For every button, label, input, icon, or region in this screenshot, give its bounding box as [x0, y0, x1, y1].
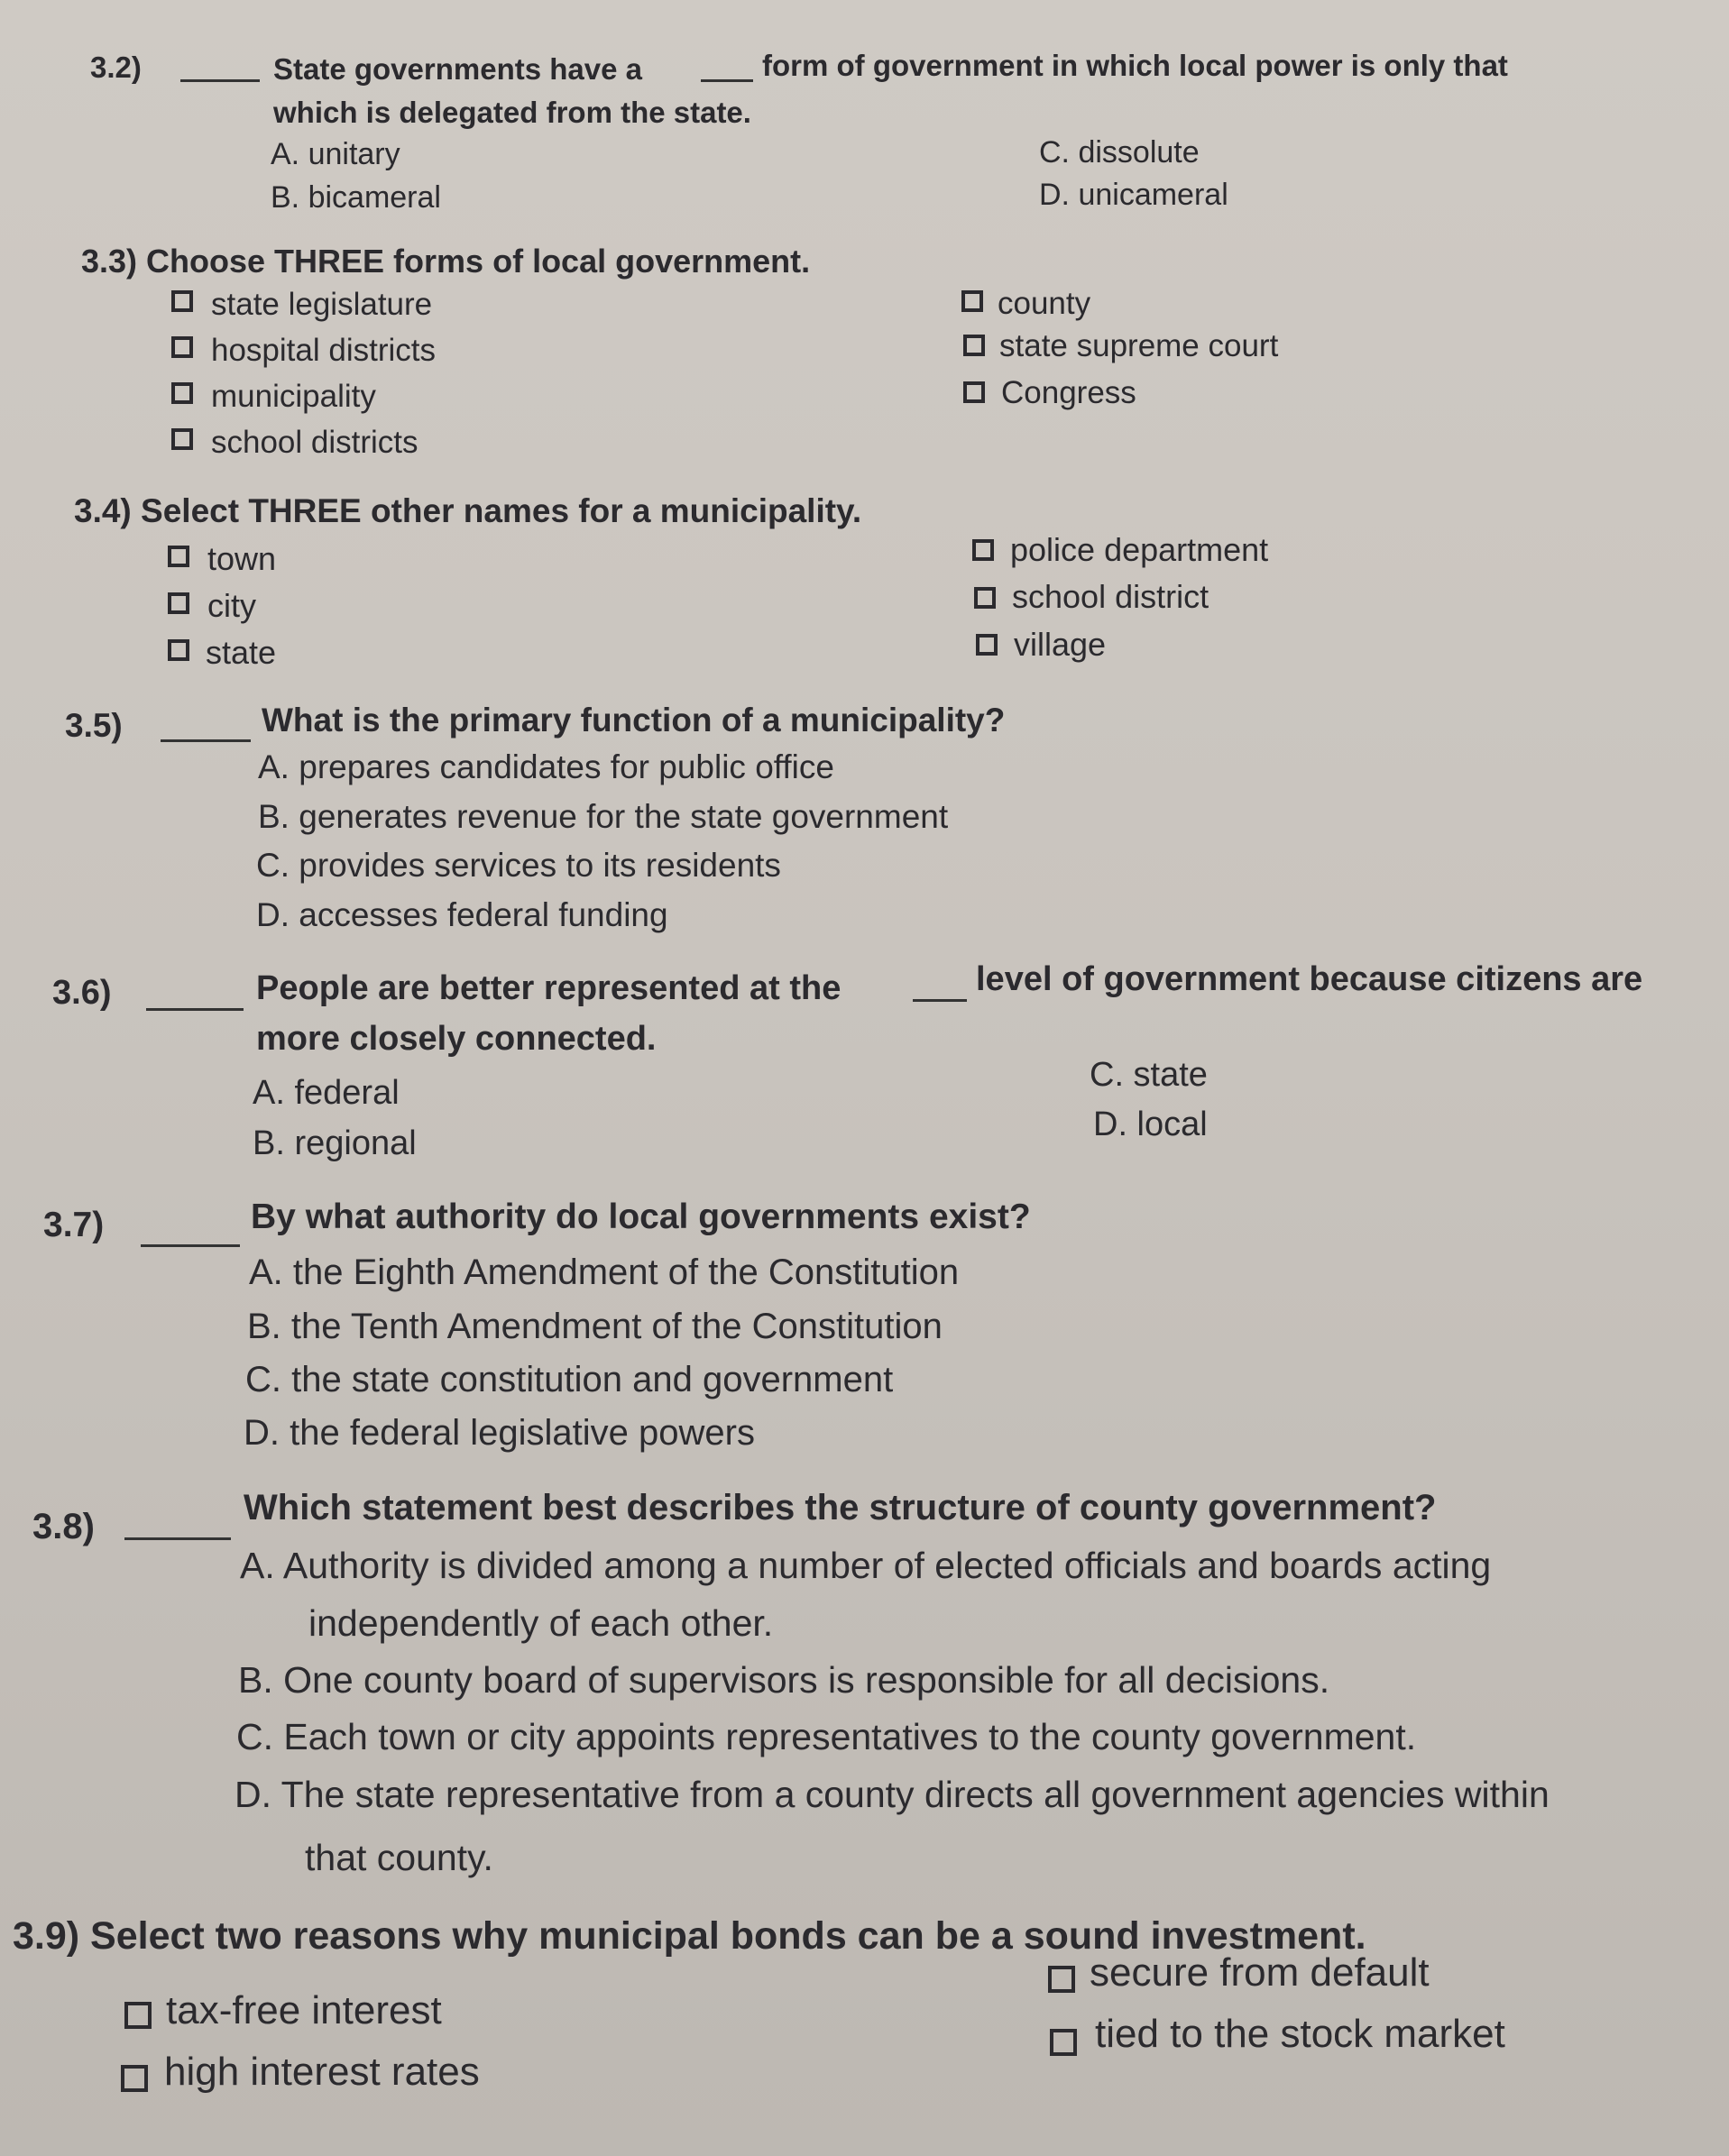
option-label: state supreme court — [999, 328, 1279, 363]
option-label: secure from default — [1090, 1950, 1430, 1995]
checkbox[interactable] — [121, 2065, 148, 2092]
option-a[interactable]: A. federal — [253, 1074, 400, 1112]
checkbox[interactable] — [168, 546, 189, 567]
option-d[interactable]: D. accesses federal funding — [256, 896, 668, 933]
question-prompt: 3.9) Select two reasons why municipal bonds can be a sound investment. — [13, 1914, 1366, 1958]
question-text: form of government in which local power is only that — [762, 49, 1508, 82]
option-label: county — [998, 286, 1091, 321]
option-a[interactable]: A. the Eighth Amendment of the Constitution — [249, 1252, 960, 1292]
option-label: town — [207, 540, 277, 577]
option-b[interactable]: B. generates revenue for the state government — [258, 798, 949, 835]
checkbox[interactable] — [171, 336, 193, 358]
option-a[interactable]: A. Authority is divided among a number of elected officials and boards acting — [240, 1545, 1492, 1586]
question-text: By what authority do local governments exist? — [251, 1197, 1031, 1236]
fill-in-blank[interactable] — [701, 79, 753, 82]
option-d[interactable]: D. the federal legislative powers — [244, 1413, 755, 1453]
option-c[interactable]: C. dissolute — [1039, 135, 1200, 170]
option-label: municipality — [211, 379, 376, 414]
option-d[interactable]: D. The state representative from a county directs all government agencies within — [235, 1774, 1550, 1815]
option-a[interactable]: A. prepares candidates for public office — [258, 748, 834, 785]
fill-in-blank[interactable] — [913, 999, 967, 1002]
option-label: school districts — [211, 425, 418, 460]
option-c[interactable]: C. state — [1090, 1056, 1208, 1094]
answer-blank[interactable] — [161, 739, 251, 742]
answer-blank[interactable] — [180, 79, 260, 82]
option-label: state — [206, 634, 277, 671]
option-label: state legislature — [211, 287, 433, 322]
question-number: 3.5) — [65, 707, 123, 744]
option-b[interactable]: B. the Tenth Amendment of the Constitution — [247, 1307, 943, 1346]
option-label: high interest rates — [164, 2050, 480, 2094]
option-label: Congress — [1001, 375, 1136, 410]
checkbox[interactable] — [168, 639, 189, 661]
question-text: which is delegated from the state. — [273, 96, 751, 129]
option-d[interactable]: D. unicameral — [1039, 178, 1228, 212]
option-label: hospital districts — [211, 333, 436, 368]
checkbox[interactable] — [974, 587, 996, 609]
option-b[interactable]: B. One county board of supervisors is responsible for all decisions. — [238, 1659, 1330, 1701]
option-a[interactable]: A. unitary — [271, 137, 400, 171]
option-b[interactable]: B. bicameral — [271, 180, 441, 215]
option-d-continued: that county. — [305, 1837, 493, 1878]
option-label: village — [1014, 626, 1107, 663]
question-text: more closely connected. — [256, 1020, 657, 1058]
option-c[interactable]: C. provides services to its residents — [256, 847, 781, 884]
question-prompt: 3.3) Choose THREE forms of local government. — [81, 243, 811, 280]
checkbox[interactable] — [963, 381, 985, 403]
answer-blank[interactable] — [146, 1008, 244, 1011]
answer-blank[interactable] — [141, 1244, 240, 1247]
question-text: People are better represented at the — [256, 969, 842, 1007]
checkbox[interactable] — [171, 428, 193, 450]
option-d[interactable]: D. local — [1093, 1106, 1208, 1143]
option-label: tied to the stock market — [1095, 2012, 1505, 2056]
option-label: school district — [1012, 578, 1209, 615]
question-text: level of government because citizens are — [976, 960, 1643, 998]
question-text: What is the primary function of a municipality? — [262, 702, 1006, 739]
question-number: 3.8) — [32, 1507, 95, 1546]
checkbox[interactable] — [171, 382, 193, 404]
answer-blank[interactable] — [124, 1537, 231, 1540]
option-label: city — [207, 587, 256, 624]
option-label: tax-free interest — [166, 1988, 442, 2032]
checkbox[interactable] — [972, 539, 994, 561]
checkbox[interactable] — [171, 290, 193, 312]
question-text: State governments have a — [273, 52, 642, 86]
question-prompt: 3.4) Select THREE other names for a municipality. — [74, 492, 862, 529]
checkbox[interactable] — [963, 335, 985, 356]
option-label: police department — [1010, 531, 1269, 568]
checkbox[interactable] — [168, 592, 189, 614]
option-b[interactable]: B. regional — [253, 1124, 417, 1162]
question-text: Which statement best describes the structure of county government? — [244, 1488, 1437, 1528]
checkbox[interactable] — [124, 2002, 152, 2029]
checkbox[interactable] — [1050, 2029, 1077, 2056]
option-a-continued: independently of each other. — [308, 1602, 774, 1644]
option-c[interactable]: C. the state constitution and government — [245, 1360, 894, 1399]
option-c[interactable]: C. Each town or city appoints representatives to the county government. — [236, 1716, 1417, 1757]
checkbox[interactable] — [976, 634, 998, 656]
question-number: 3.6) — [52, 974, 112, 1012]
checkbox[interactable] — [961, 290, 983, 312]
question-number: 3.7) — [43, 1206, 105, 1244]
checkbox[interactable] — [1048, 1966, 1075, 1993]
question-number: 3.2) — [90, 50, 142, 84]
